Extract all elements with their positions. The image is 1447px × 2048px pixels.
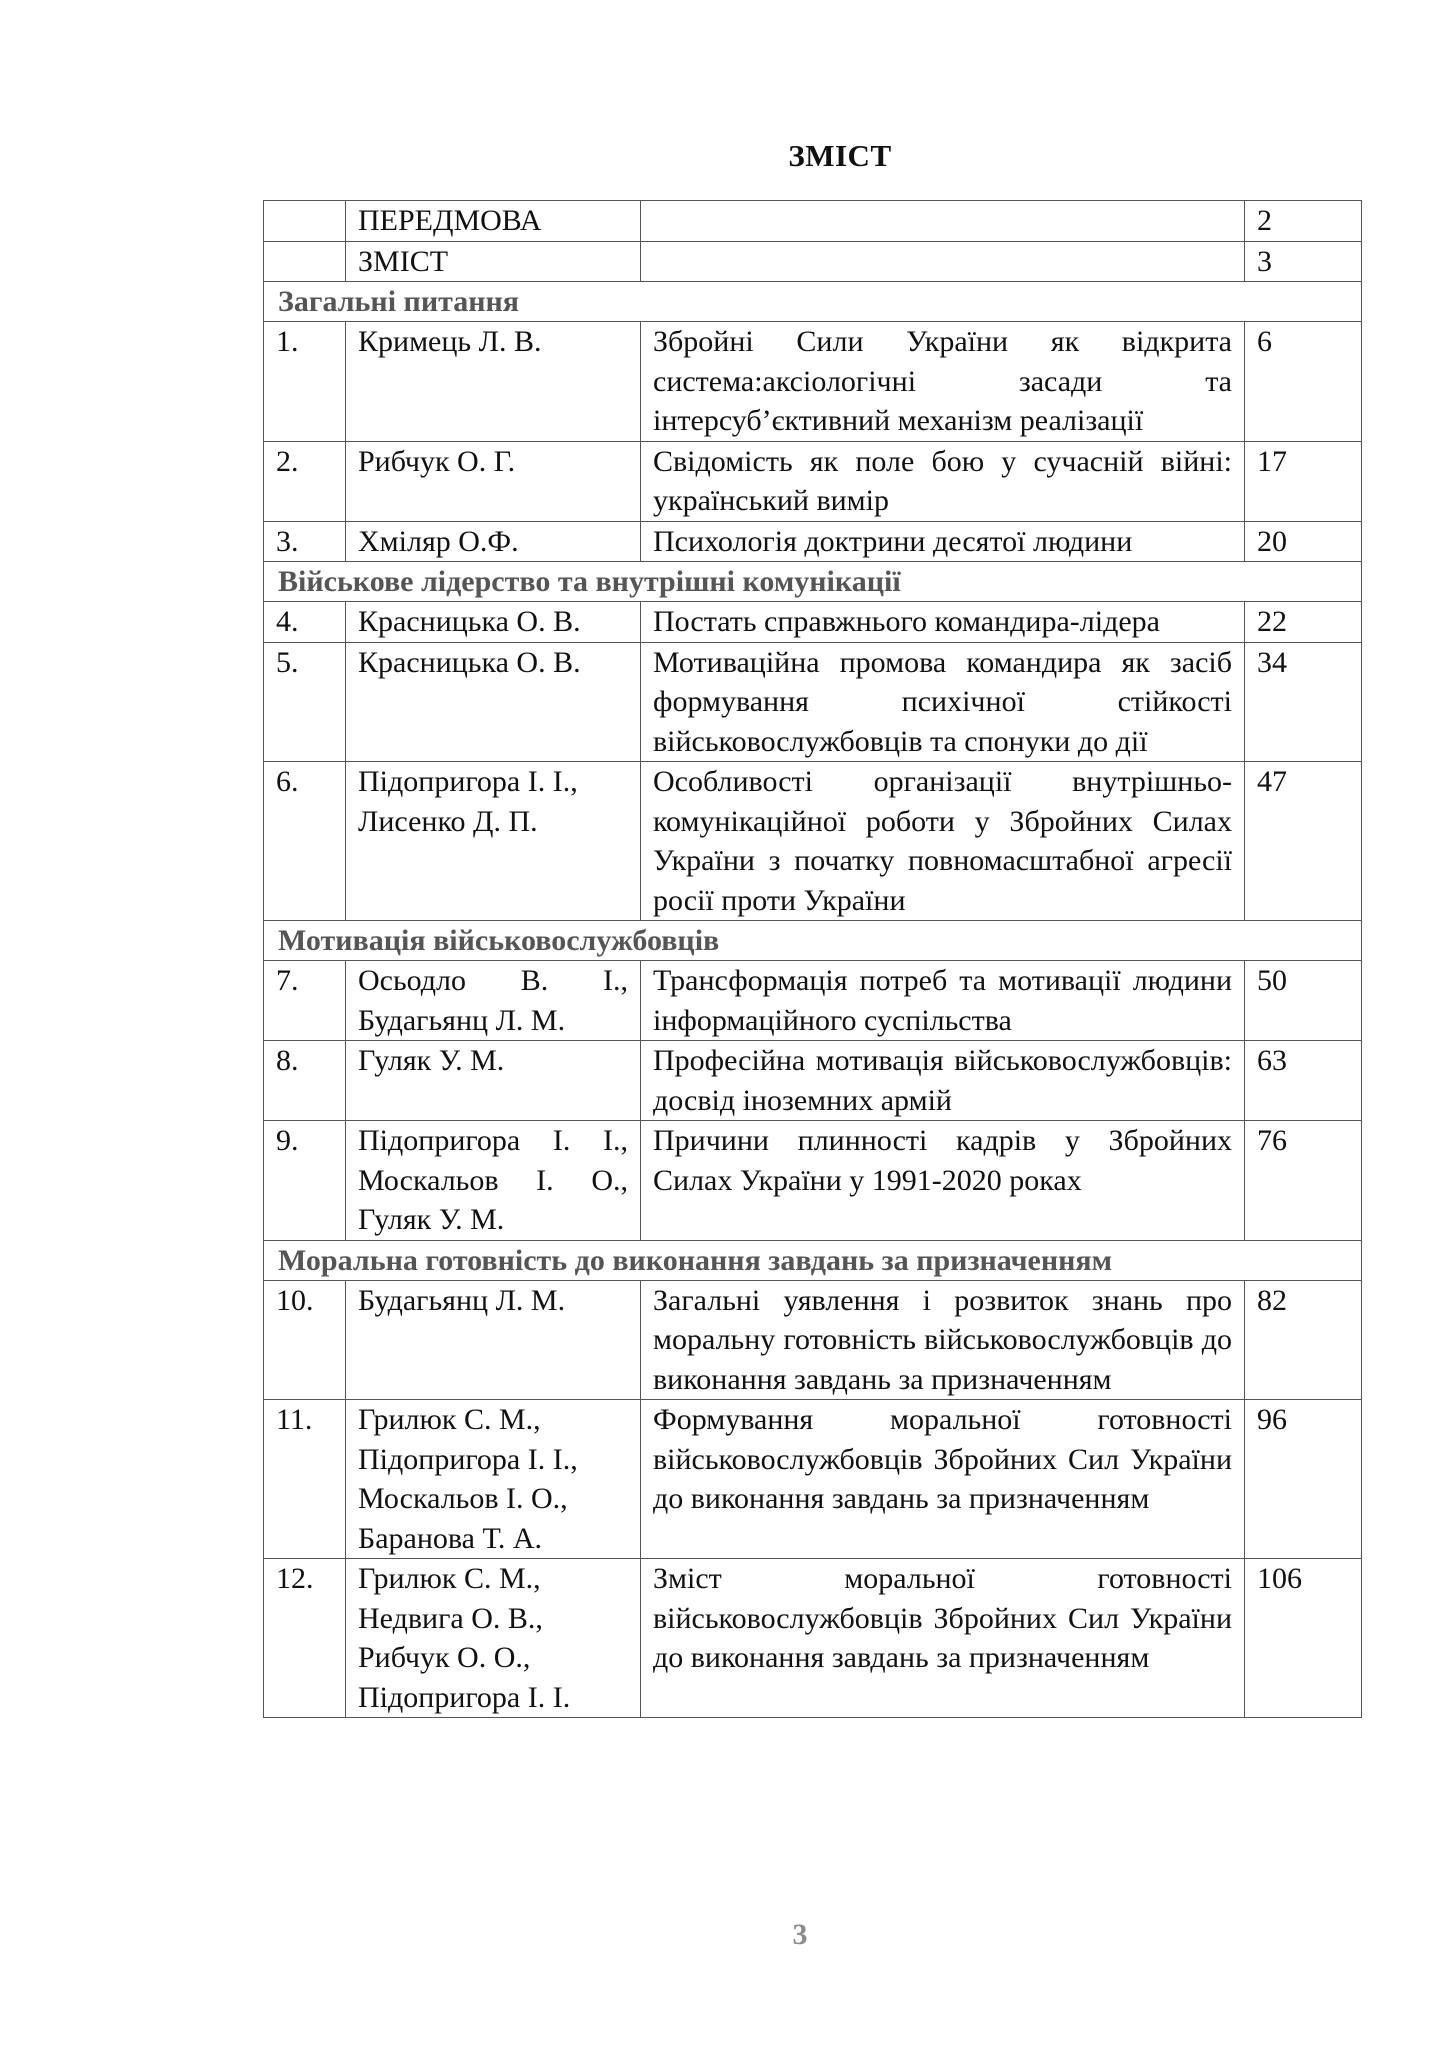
toc-entry-authors: Красницька О. В. — [346, 602, 641, 643]
toc-entry-authors: Грилюк С. М., Підопригора І. І., Москальов І. О., Баранова Т. А. — [346, 1400, 641, 1559]
toc-entry-page: 6 — [1245, 322, 1362, 442]
toc-entry-row — [264, 762, 1362, 921]
toc-entry-row — [264, 642, 1362, 762]
toc-entry-page: 22 — [1245, 602, 1362, 643]
toc-title-cell — [641, 241, 1245, 282]
toc-section-heading: Військове лідерство та внутрішні комунікації — [264, 562, 1362, 602]
toc-section-heading: Загальні питання — [264, 282, 1362, 322]
toc-entry-authors: Хміляр О.Ф. — [346, 521, 641, 562]
toc-section-heading-row — [264, 1240, 1362, 1280]
toc-front-label: ПЕРЕДМОВА — [346, 201, 641, 242]
page-number: 3 — [792, 1918, 808, 1951]
toc-title-cell — [641, 201, 1245, 242]
toc-entry-title: Психологія доктрини десятої людини — [641, 521, 1245, 562]
toc-section-heading-row — [264, 562, 1362, 602]
toc-entry-page: 50 — [1245, 961, 1362, 1041]
toc-entry-row — [264, 961, 1362, 1041]
toc-entry-authors: Кримець Л. В. — [346, 322, 641, 442]
toc-entry-authors: Рибчук О. Г. — [346, 441, 641, 521]
toc-entry-row — [264, 1280, 1362, 1400]
toc-entry-row — [264, 1041, 1362, 1121]
toc-entry-num: 1. — [264, 322, 346, 442]
toc-entry-authors: Гуляк У. М. — [346, 1041, 641, 1121]
toc-entry-page: 96 — [1245, 1400, 1362, 1559]
toc-entry-authors: Грилюк С. М., Недвига О. В., Рибчук О. О., Підопригора І. І. — [346, 1559, 641, 1718]
toc-entry-page: 20 — [1245, 521, 1362, 562]
toc-entry-num: 5. — [264, 642, 346, 762]
toc-entry-row — [264, 1559, 1362, 1718]
toc-section-heading: Мотивація військовослужбовців — [264, 921, 1362, 961]
toc-entry-page: 76 — [1245, 1121, 1362, 1241]
toc-front-matter-row — [264, 201, 1362, 242]
toc-entry-page: 82 — [1245, 1280, 1362, 1400]
toc-entry-title: Мотиваційна промова командира як засіб формування психічної стійкості військовослужбовців та спонуки до дії — [641, 642, 1245, 762]
toc-entry-row — [264, 1121, 1362, 1241]
toc-entry-num: 3. — [264, 521, 346, 562]
toc-entry-row — [264, 521, 1362, 562]
toc-entry-num: 2. — [264, 441, 346, 521]
toc-entry-num: 12. — [264, 1559, 346, 1718]
toc-entry-row — [264, 441, 1362, 521]
toc-entry-num: 10. — [264, 1280, 346, 1400]
toc-table — [263, 200, 1362, 1718]
toc-entry-title: Професійна мотивація військовослужбовців: досвід іноземних армій — [641, 1041, 1245, 1121]
toc-entry-title: Загальні уявлення і розвиток знань про моральну готовність військовослужбовців до виконання завдань за призначенням — [641, 1280, 1245, 1400]
toc-front-label: ЗМІСТ — [346, 241, 641, 282]
toc-body — [264, 201, 1362, 1718]
toc-entry-row — [264, 322, 1362, 442]
toc-section-heading: Моральна готовність до виконання завдань за призначенням — [264, 1240, 1362, 1280]
toc-section-heading-row — [264, 282, 1362, 322]
toc-entry-row — [264, 602, 1362, 643]
toc-entry-num: 8. — [264, 1041, 346, 1121]
toc-entry-title: Зміст моральної готовності військовослужбовців Збройних Сил України до виконання завдань за призначенням — [641, 1559, 1245, 1718]
toc-entry-page: 106 — [1245, 1559, 1362, 1718]
toc-entry-page: 47 — [1245, 762, 1362, 921]
toc-entry-num: 4. — [264, 602, 346, 643]
toc-entry-page: 17 — [1245, 441, 1362, 521]
toc-entry-title: Формування моральної готовності військовослужбовців Збройних Сил України до виконання завдань за призначенням — [641, 1400, 1245, 1559]
toc-entry-authors: Підопригора І. І., Лисенко Д. П. — [346, 762, 641, 921]
toc-entry-num: 6. — [264, 762, 346, 921]
toc-entry-title: Трансформація потреб та мотивації людини інформаційного суспільства — [641, 961, 1245, 1041]
toc-entry-authors: Осьодло В. І., Будагьянц Л. М. — [346, 961, 641, 1041]
toc-entry-num: 9. — [264, 1121, 346, 1241]
toc-entry-title: Особливості організації внутрішньо-комунікаційної роботи у Збройних Силах України з початку повномасштабної агресії росії проти України — [641, 762, 1245, 921]
toc-entry-title: Свідомість як поле бою у сучасній війні: український вимір — [641, 441, 1245, 521]
toc-entry-page: 34 — [1245, 642, 1362, 762]
toc-num-cell — [264, 241, 346, 282]
toc-front-matter-row — [264, 241, 1362, 282]
toc-entry-title: Причини плинності кадрів у Збройних Силах України у 1991-2020 роках — [641, 1121, 1245, 1241]
toc-entry-row — [264, 1400, 1362, 1559]
toc-entry-page: 63 — [1245, 1041, 1362, 1121]
toc-entry-authors: Будагьянц Л. М. — [346, 1280, 641, 1400]
toc-entry-num: 11. — [264, 1400, 346, 1559]
toc-entry-authors: Підопригора І. І., Москальов І. О., Гуляк У. М. — [346, 1121, 641, 1241]
page-title: ЗМІСТ — [788, 138, 892, 173]
toc-section-heading-row — [264, 921, 1362, 961]
toc-entry-title: Постать справжнього командира-лідера — [641, 602, 1245, 643]
toc-num-cell — [264, 201, 346, 242]
toc-entry-title: Збройні Сили України як відкрита система:аксіологічні засади та інтерсуб’єктивний механізм реалізації — [641, 322, 1245, 442]
toc-page-cell: 3 — [1245, 241, 1362, 282]
toc-entry-authors: Красницька О. В. — [346, 642, 641, 762]
toc-entry-num: 7. — [264, 961, 346, 1041]
toc-page-cell: 2 — [1245, 201, 1362, 242]
